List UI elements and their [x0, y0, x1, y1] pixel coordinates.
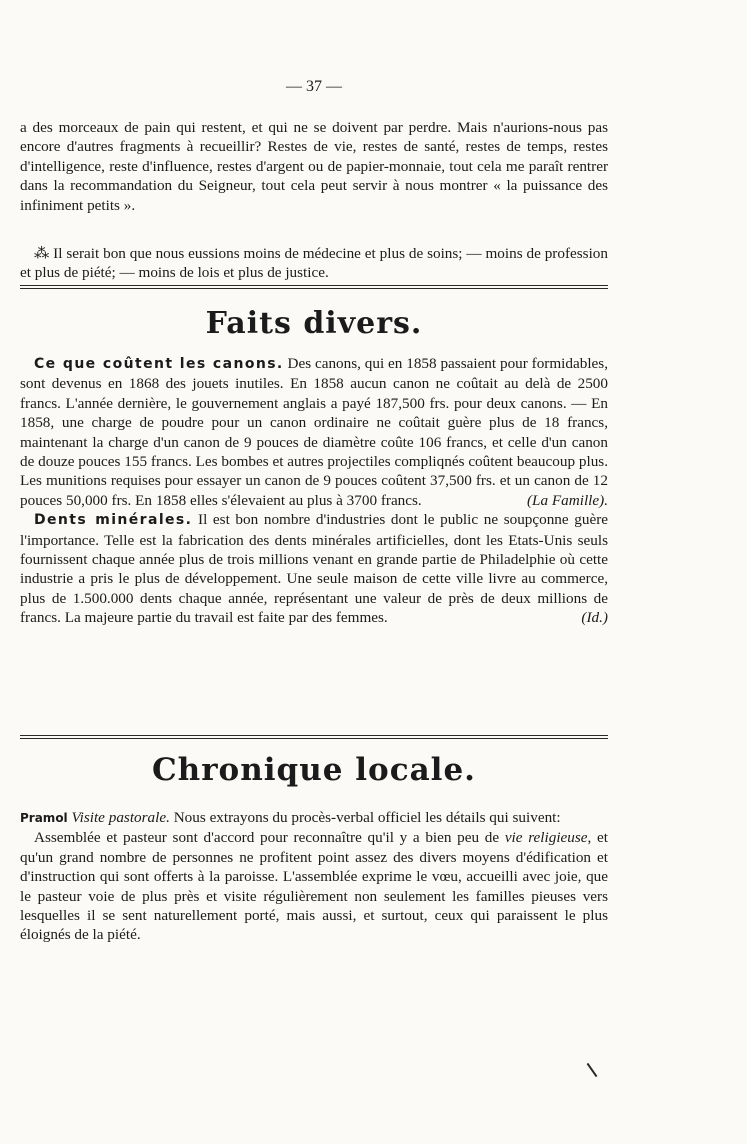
body-text: , et qu'un grand nombre de personnes ne profitent point assez des divers moyens d'édification et d'instruction qui sont offerts à la paroisse. L'assemblée exprime le vœu, accueilli avec joie, que le pasteur voie de plus près et visite régulièrement non seulement les familles pieuses vers lesquelles il se sent naturellement porté, mais aussi, et surtout, ceux qui paraissent le plus éloignés de la piété. [20, 829, 608, 944]
faits-divers-title: Faits divers. [205, 306, 423, 341]
ink-mark [587, 1063, 598, 1077]
body-italic: vie religieuse [504, 829, 588, 847]
lead-text: Nous extrayons du procès-verbal officiel les détails qui suivent: [173, 809, 561, 826]
article-heading: Dents minérales. [34, 512, 193, 529]
faits-divers-section [20, 354, 608, 628]
section-divider [20, 285, 608, 289]
article-source: (La Famille). [527, 491, 608, 509]
chronique-lead [20, 808, 608, 828]
location-label: Pramol [20, 811, 68, 825]
chronique-body [20, 828, 608, 944]
chronique-title: Chronique locale. [152, 752, 476, 788]
body-text: Assemblée et pasteur sont d'accord pour reconnaître qu'il y a bien peu de [34, 829, 505, 847]
page-number: — 37 — [286, 78, 342, 95]
article-dents [20, 510, 608, 627]
aphorism-text: ⁂ Il serait bon que nous eussions moins de médecine et plus de soins; — moins de profession et plus de piété; — moins de lois et plus de justice. [20, 245, 608, 282]
article-heading: Ce que coûtent les canons. [34, 356, 284, 372]
article-text: Des canons, qui en 1858 passaient pour formidables, sont devenus en 1868 des jouets inutiles. En 1858 aucun canon ne coûtait au delà de 2500 francs. L'année dernière, le gouvernement anglais a payé 187,500 frs. pour deux canons. — En 1858, une charge de poudre pour un canon ordinaire ne coûtait guère plus de 18 francs, maintenant la charge d'un canon de 9 pouces de diamètre coûte 106 francs, et celle d'un canon de douze pouces 155 francs. Les bombes et autres projectiles compliqnés coûtent beaucoup plus. Les munitions requises pour essayer un canon de 9 pouces coûtent 37,500 frs. et un canon de 12 pouces 50,000 frs. En 1858 elles s'élevaient au plus à 3700 francs. [20, 355, 608, 509]
article-text: Il est bon nombre d'industries dont le public ne soupçonne guère l'importance. Telle est la fabrication des dents minérales artificielles, dont les Etats-Unis seuls fournissent chaque année plus de trois millions venant en grande partie de Philadelphie où cette industrie a pris le plus de développement. Une seule maison de cette ville livre au commerce, plus de 1.500.000 dents chaque année, représentant une valeur de près de deux millions de francs. La majeure partie du travail est faite par des femmes. [20, 511, 609, 627]
intro-text: a des morceaux de pain qui restent, et qui ne se doivent par perdre. Mais n'aurions-nous pas encore d'autres fragments à recueillir? Restes de vie, restes de santé, restes de temps, restes d'intelligence, reste d'influence, restes d'argent ou de papier-monnaie, tout cela me paraît rentrer dans la recommandation du Seigneur, tout cela peut servir à nous montrer « la puissance des infiniment petits ». [20, 119, 608, 214]
intro-paragraph [20, 118, 608, 215]
article-canons [20, 354, 608, 510]
article-source: (Id.) [581, 609, 608, 627]
chronique-section [20, 808, 608, 945]
aphorism-paragraph [20, 244, 608, 283]
subject-label: Visite pastorale. [71, 809, 170, 826]
section-divider [20, 735, 608, 739]
